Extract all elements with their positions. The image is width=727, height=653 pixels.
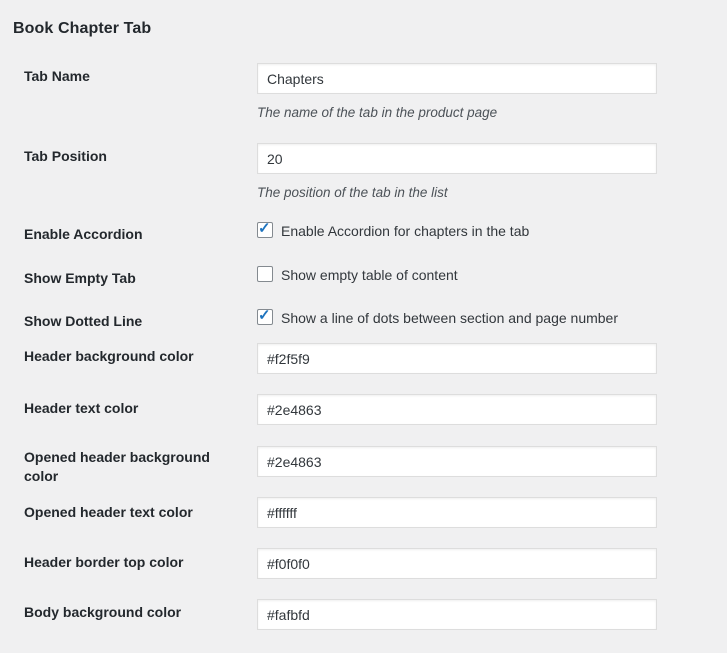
show-empty-tab-label: Show Empty Tab <box>24 270 136 286</box>
check-icon: ✓ <box>258 220 271 237</box>
header-background-color-input[interactable] <box>257 343 657 374</box>
header-text-color-label: Header text color <box>24 400 139 416</box>
tab-position-label: Tab Position <box>24 148 107 164</box>
tab-name-description: The name of the tab in the product page <box>257 105 498 120</box>
show-dotted-line-label: Show Dotted Line <box>24 313 143 329</box>
check-icon: ✓ <box>258 307 271 324</box>
tab-position-description: The position of the tab in the list <box>257 185 448 200</box>
enable-accordion-checkbox[interactable] <box>257 222 273 238</box>
opened-header-text-color-label: Opened header text color <box>24 504 193 520</box>
body-background-color-input[interactable] <box>257 599 657 630</box>
show-dotted-line-checkbox-label[interactable]: Show a line of dots between section and page number <box>281 310 619 326</box>
opened-header-background-color-input[interactable] <box>257 446 657 477</box>
tab-name-input[interactable] <box>257 63 657 94</box>
show-dotted-line-checkbox[interactable] <box>257 309 273 325</box>
enable-accordion-checkbox-label[interactable]: Enable Accordion for chapters in the tab <box>281 223 530 239</box>
tab-position-input[interactable] <box>257 143 657 174</box>
enable-accordion-label: Enable Accordion <box>24 226 143 242</box>
show-empty-tab-checkbox-label[interactable]: Show empty table of content <box>281 267 458 283</box>
opened-header-background-color-label: Opened header background color <box>24 449 210 484</box>
tab-name-label: Tab Name <box>24 68 90 84</box>
header-border-top-color-input[interactable] <box>257 548 657 579</box>
show-empty-tab-checkbox[interactable] <box>257 266 273 282</box>
header-text-color-input[interactable] <box>257 394 657 425</box>
body-background-color-label: Body background color <box>24 604 182 620</box>
opened-header-text-color-input[interactable] <box>257 497 657 528</box>
header-border-top-color-label: Header border top color <box>24 554 184 570</box>
page-title: Book Chapter Tab <box>13 20 152 37</box>
header-background-color-label: Header background color <box>24 348 194 364</box>
